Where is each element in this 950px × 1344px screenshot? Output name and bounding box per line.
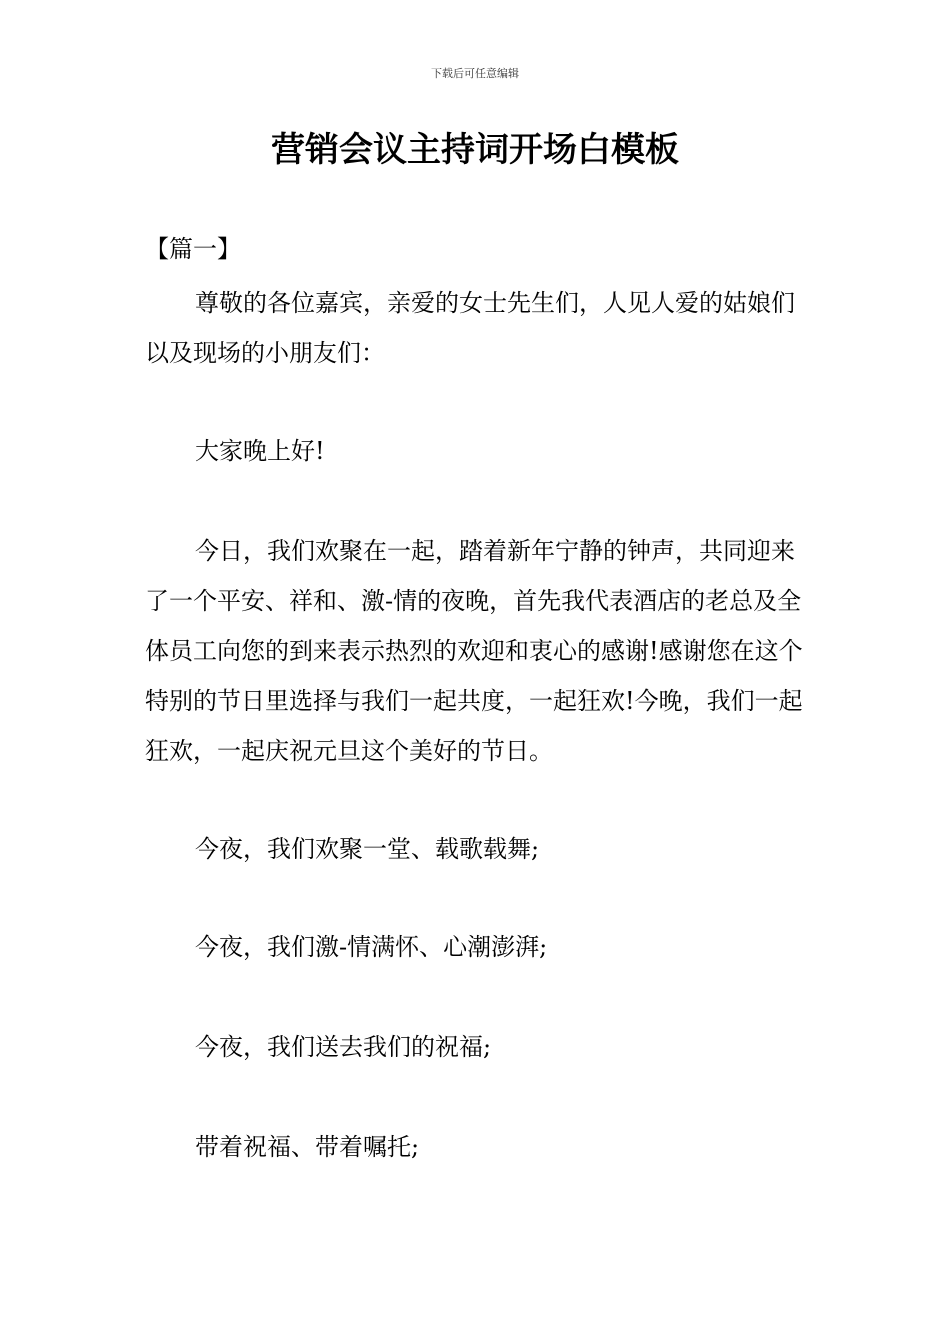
- paragraph-body: 今日，我们欢聚在一起，踏着新年宁静的钟声，共同迎来了一个平安、祥和、激-情的夜晚，首先我代表酒店的老总及全体员工向您的到来表示热烈的欢迎和衷心的感谢!感谢您在这个特别的节日里选择与我们一起共度，一起狂欢!今晚，我们一起狂欢，一起庆祝元旦这个美好的节日。: [145, 537, 803, 765]
- paragraph-hello: 大家晚上好!: [195, 437, 325, 465]
- paragraph-line: 今夜，我们激-情满怀、心潮澎湃;: [195, 933, 548, 961]
- page-header-note: 下载后可任意编辑: [431, 67, 519, 80]
- section-heading: 【篇一】: [145, 235, 241, 263]
- paragraph-line: 今夜，我们欢聚一堂、载歌载舞;: [195, 835, 540, 863]
- paragraph-greeting: 尊敬的各位嘉宾，亲爱的女士先生们，人见人爱的姑娘们以及现场的小朋友们：: [145, 289, 795, 367]
- document-title: 营销会议主持词开场白模板: [271, 130, 679, 170]
- paragraph-line: 带着祝福、带着嘱托;: [195, 1133, 420, 1161]
- paragraph-line: 今夜，我们送去我们的祝福;: [195, 1033, 492, 1061]
